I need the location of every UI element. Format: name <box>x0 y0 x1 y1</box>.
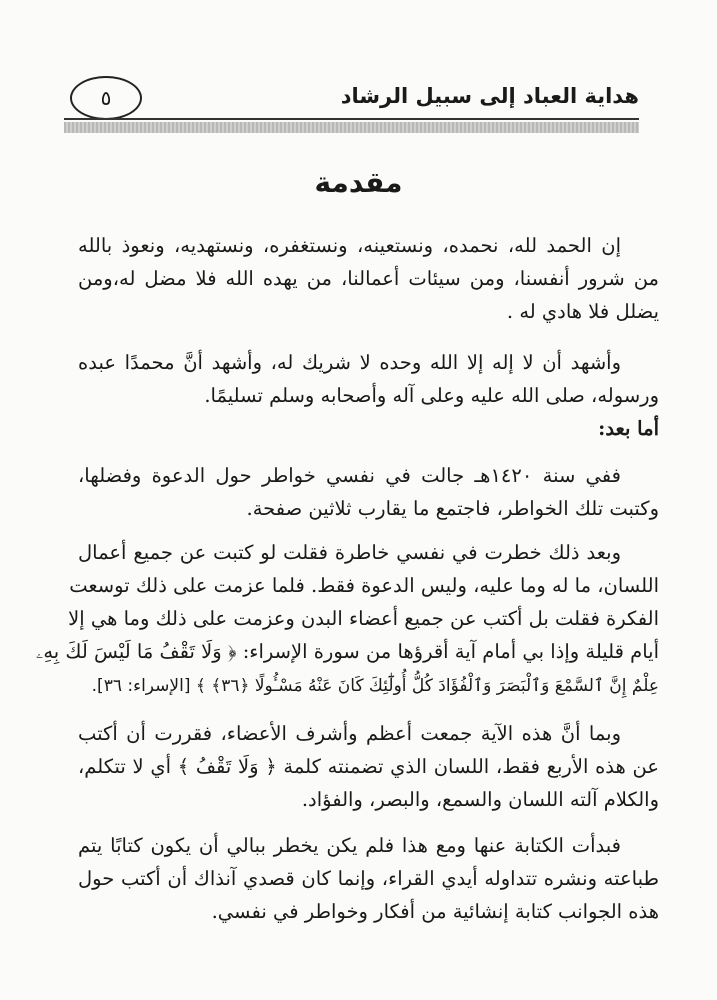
text-line: عن هذه الأربع فقط، اللسان الذي تضمنته كلمة ﴿ وَلَا تَقْفُ ﴾ أي لا تتكلم، <box>78 755 659 778</box>
text-line: طباعته ونشره تتداوله أيدي القراء، وإنما كان قصدي آنذاك أن أكتب حول <box>78 867 659 890</box>
text-line: وكتبت تلك الخواطر، فاجتمع ما يقارب ثلاثين صفحة. <box>246 497 659 520</box>
header-rule <box>64 118 639 120</box>
text-line: وبعد ذلك خطرت في نفسي خاطرة فقلت لو كتبت عن جميع أعمال <box>78 541 621 564</box>
text-line: وبما أنَّ هذه الآية جمعت أعظم وأشرف الأعضاء، فقررت أن أكتب <box>78 722 621 745</box>
chapter-title: مقدمة <box>314 166 403 199</box>
page-number: ٥ <box>70 76 142 120</box>
text-line: إن الحمد لله، نحمده، ونستعينه، ونستغفره، ونستهديه، ونعوذ بالله <box>78 234 621 257</box>
text-line: أيام قليلة وإذا بي أمام آية أقرؤها من سورة الإسراء: ﴿ وَلَا تَقْفُ مَا لَيْسَ لَكَ بِهِۦ <box>35 640 659 663</box>
text-line: من شرور أنفسنا، ومن سيئات أعمالنا، من يهده الله فلا مضل له،ومن <box>78 267 659 290</box>
quran-verse-line: عِلْمٌ إِنَّ ٱلسَّمْعَ وَٱلْبَصَرَ وَٱلْفُؤَادَ كُلُّ أُولَٰٓئِكَ كَانَ عَنْهُ مَسْـُٔولًا ﴿٣٦﴾ ﴾ [الإسراء: ٣٦]. <box>91 676 659 696</box>
text-line: الفكرة فقلت بل أكتب عن جميع أعضاء البدن وعزمت على ذلك وما هي إلا <box>68 607 659 630</box>
running-header-title: هداية العباد إلى سبيل الرشاد <box>340 84 639 108</box>
text-line: اللسان، ما له وما عليه، وليس الدعوة فقط. فلما عزمت على ذلك توسعت <box>69 574 659 597</box>
subheading: أما بعد: <box>598 417 659 440</box>
text-line: وأشهد أن لا إله إلا الله وحده لا شريك له، وأشهد أنَّ محمدًا عبده <box>78 351 621 374</box>
header-shaded-band <box>64 122 639 133</box>
text-line: يضلل فلا هادي له . <box>506 300 659 323</box>
text-line: ففي سنة ١٤٢٠هـ جالت في نفسي خواطر حول الدعوة وفضلها، <box>78 464 621 487</box>
text-line: والكلام آلته اللسان والسمع، والبصر، والفؤاد. <box>301 788 659 811</box>
text-line: ورسوله، صلى الله عليه وعلى آله وأصحابه وسلم تسليمًا. <box>204 384 659 407</box>
text-line: فبدأت الكتابة عنها ومع هذا فلم يكن يخطر ببالي أن يكون كتابًا يتم <box>78 834 621 857</box>
text-line: هذه الجوانب كتابة إنشائية من أفكار وخواطر في نفسي. <box>211 900 659 923</box>
